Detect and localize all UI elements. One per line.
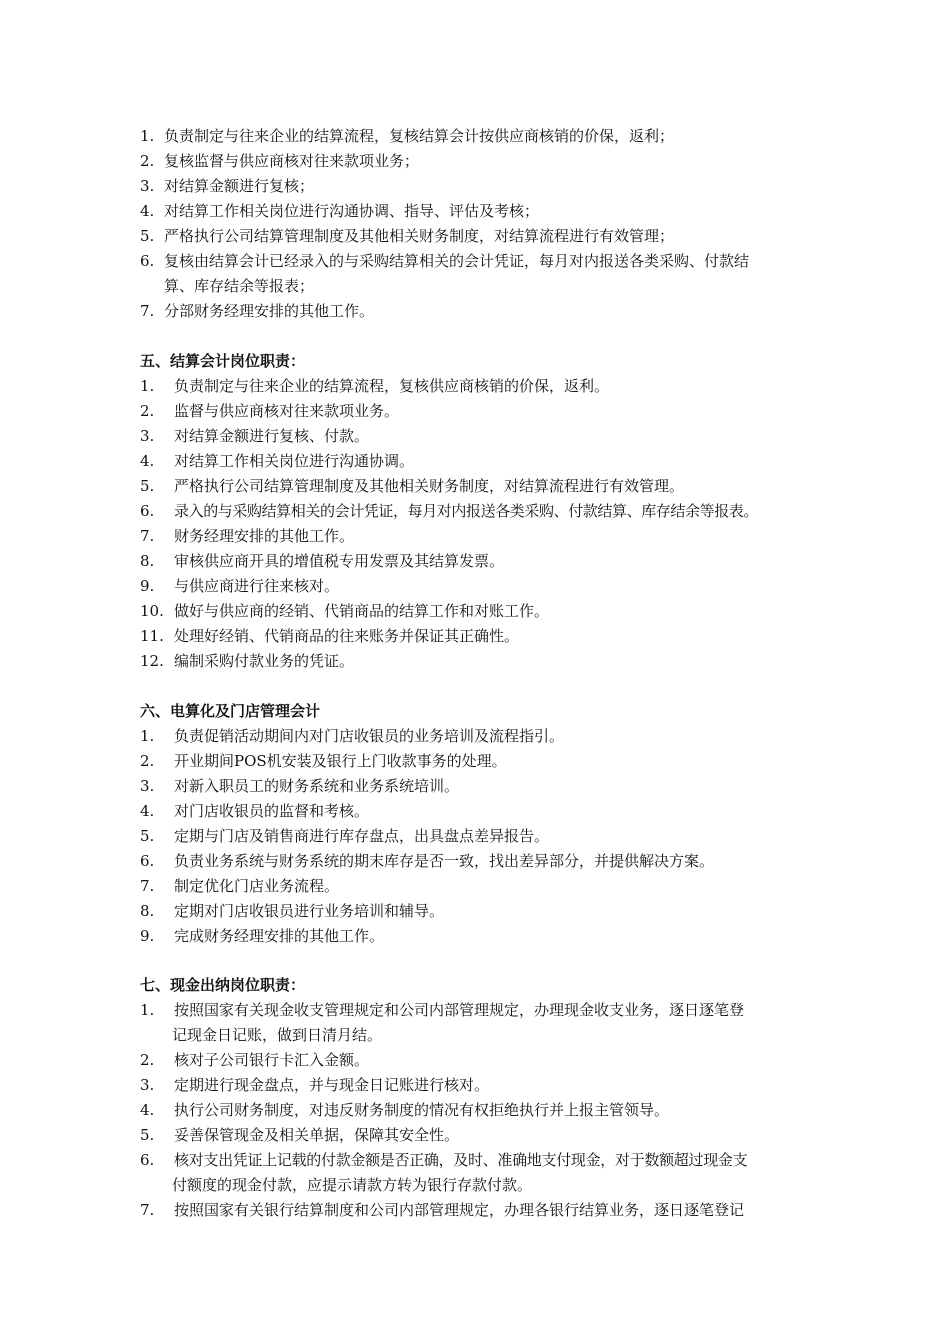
list-item: 7. 分部财务经理安排的其他工作。 [140, 302, 375, 320]
list-item: 7. 按照国家有关银行结算制度和公司内部管理规定，办理各银行结算业务，逐日逐笔登记 [140, 1201, 745, 1219]
list-item: 3. 对新入职员工的财务系统和业务系统培训。 [140, 777, 460, 795]
list-item: 9. 完成财务经理安排的其他工作。 [140, 927, 385, 945]
list-item: 5. 定期与门店及销售商进行库存盘点，出具盘点差异报告。 [140, 827, 550, 845]
list-item: 4. 对门店收银员的监督和考核。 [140, 802, 370, 820]
list-item: 2. 监督与供应商核对往来款项业务。 [140, 402, 400, 420]
list-item: 5. 妥善保管现金及相关单据，保障其安全性。 [140, 1126, 460, 1144]
list-item: 5. 严格执行公司结算管理制度及其他相关财务制度，对结算流程进行有效管理； [140, 227, 675, 245]
list-item: 6. 核对支出凭证上记载的付款金额是否正确，及时、准确地支付现金，对于数额超过现金支 [140, 1151, 748, 1169]
list-item: 12. 编制采购付款业务的凭证。 [140, 652, 355, 670]
list-item: 1. 负责促销活动期间内对门店收银员的业务培训及流程指引。 [140, 727, 565, 745]
list-item: 5. 严格执行公司结算管理制度及其他相关财务制度，对结算流程进行有效管理。 [140, 477, 685, 495]
list-item: 2. 复核监督与供应商核对往来款项业务； [140, 152, 420, 170]
list-item: 3. 定期进行现金盘点，并与现金日记账进行核对。 [140, 1076, 490, 1094]
list-item: 6. 录入的与采购结算相关的会计凭证，每月对内报送各类采购、付款结算、库存结余等报表。 [140, 502, 759, 520]
list-item: 1. 负责制定与往来企业的结算流程，复核供应商核销的价保，返利。 [140, 377, 610, 395]
list-item: 4. 对结算工作相关岗位进行沟通协调。 [140, 452, 415, 470]
list-item: 3. 对结算金额进行复核、付款。 [140, 427, 370, 445]
section-heading: 七、现金出纳岗位职责： [140, 976, 306, 994]
list-item: 1. 负责制定与往来企业的结算流程，复核结算会计按供应商核销的价保，返利； [140, 127, 675, 145]
list-item: 3. 对结算金额进行复核； [140, 177, 315, 195]
list-item: 2. 核对子公司银行卡汇入金额。 [140, 1051, 370, 1069]
section-heading: 六、电算化及门店管理会计 [140, 702, 321, 720]
list-item: 1. 按照国家有关现金收支管理规定和公司内部管理规定，办理现金收支业务，逐日逐笔登 [140, 1001, 745, 1019]
list-item: 4. 对结算工作相关岗位进行沟通协调、指导、评估及考核； [140, 202, 540, 220]
list-item-continuation: 算、库存结余等报表； [164, 277, 315, 295]
list-item: 7. 财务经理安排的其他工作。 [140, 527, 355, 545]
section-heading: 五、结算会计岗位职责： [140, 352, 306, 370]
list-item: 6. 负责业务系统与财务系统的期末库存是否一致，找出差异部分，并提供解决方案。 [140, 852, 715, 870]
list-item: 11. 处理好经销、代销商品的往来账务并保证其正确性。 [140, 627, 520, 645]
list-item: 6. 复核由结算会计已经录入的与采购结算相关的会计凭证，每月对内报送各类采购、付款结 [140, 252, 750, 270]
list-item-continuation: 记现金日记账，做到日清月结。 [172, 1026, 383, 1044]
list-item: 7. 制定优化门店业务流程。 [140, 877, 340, 895]
list-item: 8. 审核供应商开具的增值税专用发票及其结算发票。 [140, 552, 505, 570]
list-item: 8. 定期对门店收银员进行业务培训和辅导。 [140, 902, 445, 920]
list-item-continuation: 付额度的现金付款，应提示请款方转为银行存款付款。 [172, 1176, 533, 1194]
list-item: 4. 执行公司财务制度，对违反财务制度的情况有权拒绝执行并上报主管领导。 [140, 1101, 670, 1119]
list-item: 9. 与供应商进行往来核对。 [140, 577, 340, 595]
list-item: 10. 做好与供应商的经销、代销商品的结算工作和对账工作。 [140, 602, 550, 620]
list-item: 2. 开业期间POS机安装及银行上门收款事务的处理。 [140, 752, 507, 770]
